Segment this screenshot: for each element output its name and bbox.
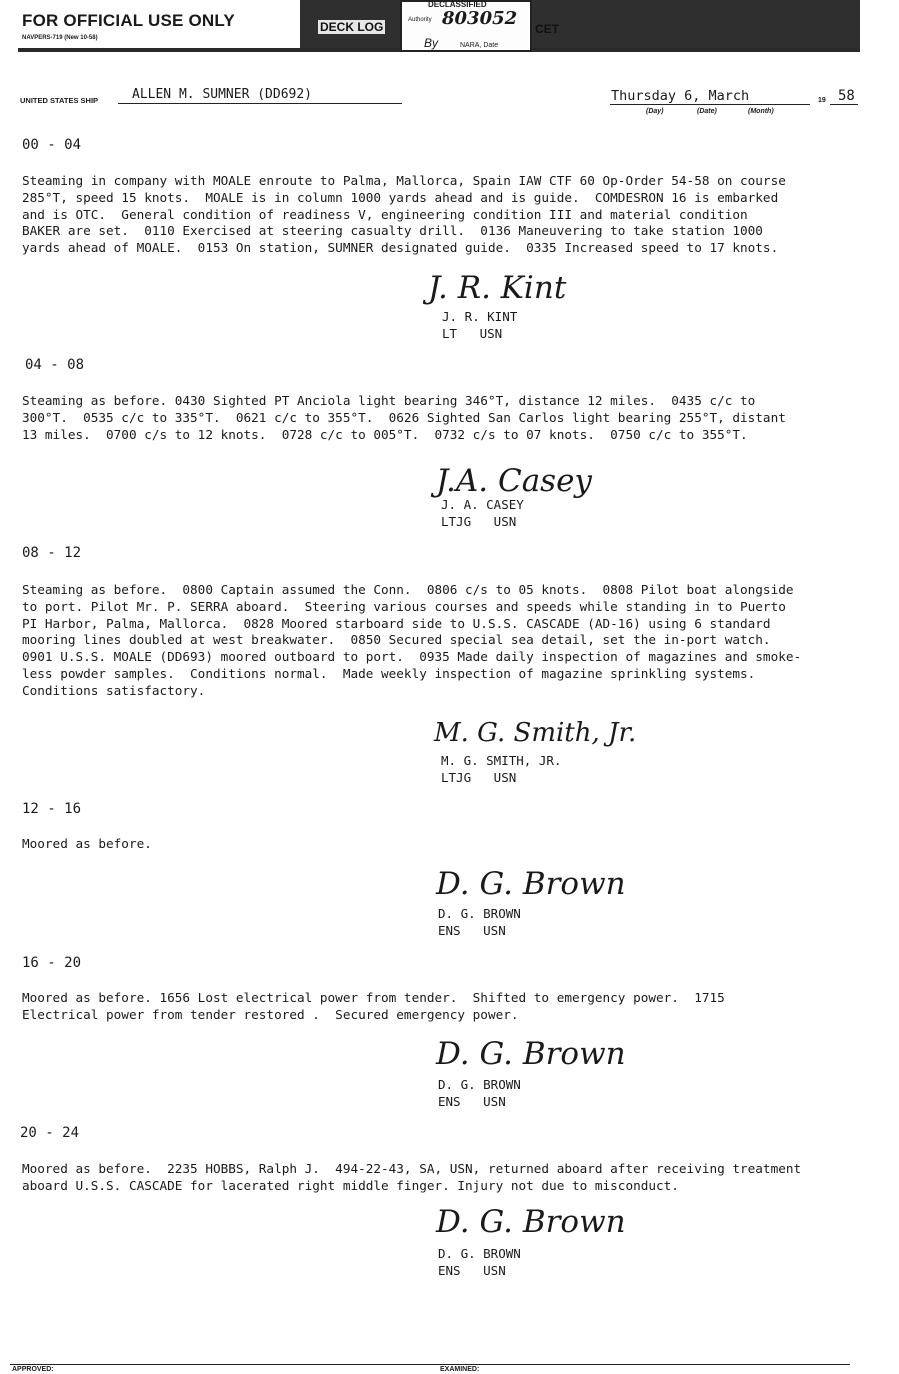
signer-rank: LT USN <box>442 326 503 341</box>
signer-name: D. G. BROWN <box>438 1077 521 1092</box>
watch-period: 00 - 04 <box>22 137 82 153</box>
signer-rank: LTJG USN <box>441 514 517 529</box>
watch-period: 12 - 16 <box>22 801 82 817</box>
date-rule <box>610 104 810 105</box>
watch-period: 08 - 12 <box>22 545 82 561</box>
watch-remarks: Moored as before. <box>22 836 152 851</box>
signer-rank: LTJG USN <box>441 770 517 785</box>
form-number: NAVPERS-719 (New 10-58) <box>22 35 98 41</box>
officer-signature: D. G. Brown <box>436 1036 626 1072</box>
watch-remarks: Steaming in company with MOALE enroute to Palma, Mallorca, Spain IAW CTF 60 Op-Order 54-58 on course 285°T, speed 15 knots. MOALE is in column 1000 yards ahead and is guide. COMDESRON 16 is embarked and is OTC. General condition of readiness V, engineering condition III and material condition BAKER are set. 0110 Exercised at steering casualty drill. 0136 Maneuvering to take station 1000 yards ahead of MOALE. 0153 On station, SUMNER designated guide. 0335 Increased speed to 17 knots. <box>22 173 786 256</box>
signer-name: M. G. SMITH, JR. <box>441 753 562 768</box>
stamp-number: 803052 <box>442 8 518 29</box>
officer-signature: J.A. Casey <box>436 463 592 499</box>
signer-name: D. G. BROWN <box>438 1246 521 1261</box>
year-value: 58 <box>838 88 855 104</box>
signer-rank: ENS USN <box>438 923 506 938</box>
official-use-banner: FOR OFFICIAL USE ONLY <box>22 11 235 30</box>
officer-signature: J. R. Kint <box>428 270 567 306</box>
stamp-by: By <box>424 36 439 50</box>
approved-label: APPROVED: <box>12 1366 54 1373</box>
stamp-declassified: DECLASSIFIED <box>428 0 487 9</box>
year-prefix: 19 <box>818 97 826 104</box>
watch-period: 04 - 08 <box>25 357 85 373</box>
watch-remarks: Moored as before. 1656 Lost electrical power from tender. Shifted to emergency power. 1715 Electrical power from tender restored . Secured emergency power. <box>22 990 725 1022</box>
log-date: Thursday 6, March <box>611 88 750 104</box>
signer-name: J. R. KINT <box>442 309 518 324</box>
deck-log-title-fragment: DECK LOG <box>320 20 384 34</box>
watch-remarks: Steaming as before. 0430 Sighted PT Anciola light bearing 346°T, distance 12 miles. 0435 c/c to 300°T. 0535 c/c to 335°T. 0621 c/c to 355°T. 0626 Sighted San Carlos light bearing 255°T, distant 13 miles. 0700 c/s to 12 knots. 0728 c/c to 005°T. 0732 c/s to 07 knots. 0750 c/c to 355°T. <box>22 393 786 442</box>
signer-name: J. A. CASEY <box>441 497 524 512</box>
examined-label: EXAMINED: <box>440 1366 480 1373</box>
signer-rank: ENS USN <box>438 1094 506 1109</box>
officer-signature: M. G. Smith, Jr. <box>434 718 637 748</box>
watch-remarks: Moored as before. 2235 HOBBS, Ralph J. 494-22-43, SA, USN, returned aboard after receiving treatment aboard U.S.S. CASCADE for lacerated right middle finger. Injury not due to misconduct. <box>22 1161 802 1193</box>
footer-rule <box>10 1364 850 1365</box>
watch-period: 16 - 20 <box>22 955 82 971</box>
officer-signature: D. G. Brown <box>436 1204 626 1240</box>
day-label: (Day) <box>646 108 664 115</box>
signer-rank: ENS USN <box>438 1263 506 1278</box>
year-rule <box>830 104 858 105</box>
watch-remarks: Steaming as before. 0800 Captain assumed the Conn. 0806 c/s to 05 knots. 0808 Pilot boat alongside to port. Pilot Mr. P. SERRA aboard. Steering various courses and speeds while standing in to Puerto PI Harbor, Palma, Mallorca. 0828 Moored starboard side to U.S.S. CASCADE (AD-16) using 6 standard mooring lines doubled at west breakwater. 0850 Secured special sea detail, set the in-port watch. 0901 U.S.S. MOALE (DD693) moored outboard to port. 0935 Made daily inspection of magazines and smoke- less powder samples. Conditions normal. Made weekly inspection of magazine sprinkling systems. Conditions satisfactory. <box>22 582 802 698</box>
ship-name-rule <box>118 103 402 104</box>
date-label: (Date) <box>697 108 717 115</box>
ship-label: UNITED STATES SHIP <box>20 96 99 105</box>
ship-name: ALLEN M. SUMNER (DD692) <box>132 87 313 102</box>
watch-period: 20 - 24 <box>20 1125 80 1141</box>
stamp-nara-date: NARA, Date <box>460 42 499 49</box>
cet-title-fragment: CET <box>535 22 559 36</box>
declassified-stamp <box>400 0 532 52</box>
officer-signature: D. G. Brown <box>436 866 626 902</box>
stamp-authority: Authority <box>408 17 432 23</box>
month-label: (Month) <box>748 108 774 115</box>
signer-name: D. G. BROWN <box>438 906 521 921</box>
